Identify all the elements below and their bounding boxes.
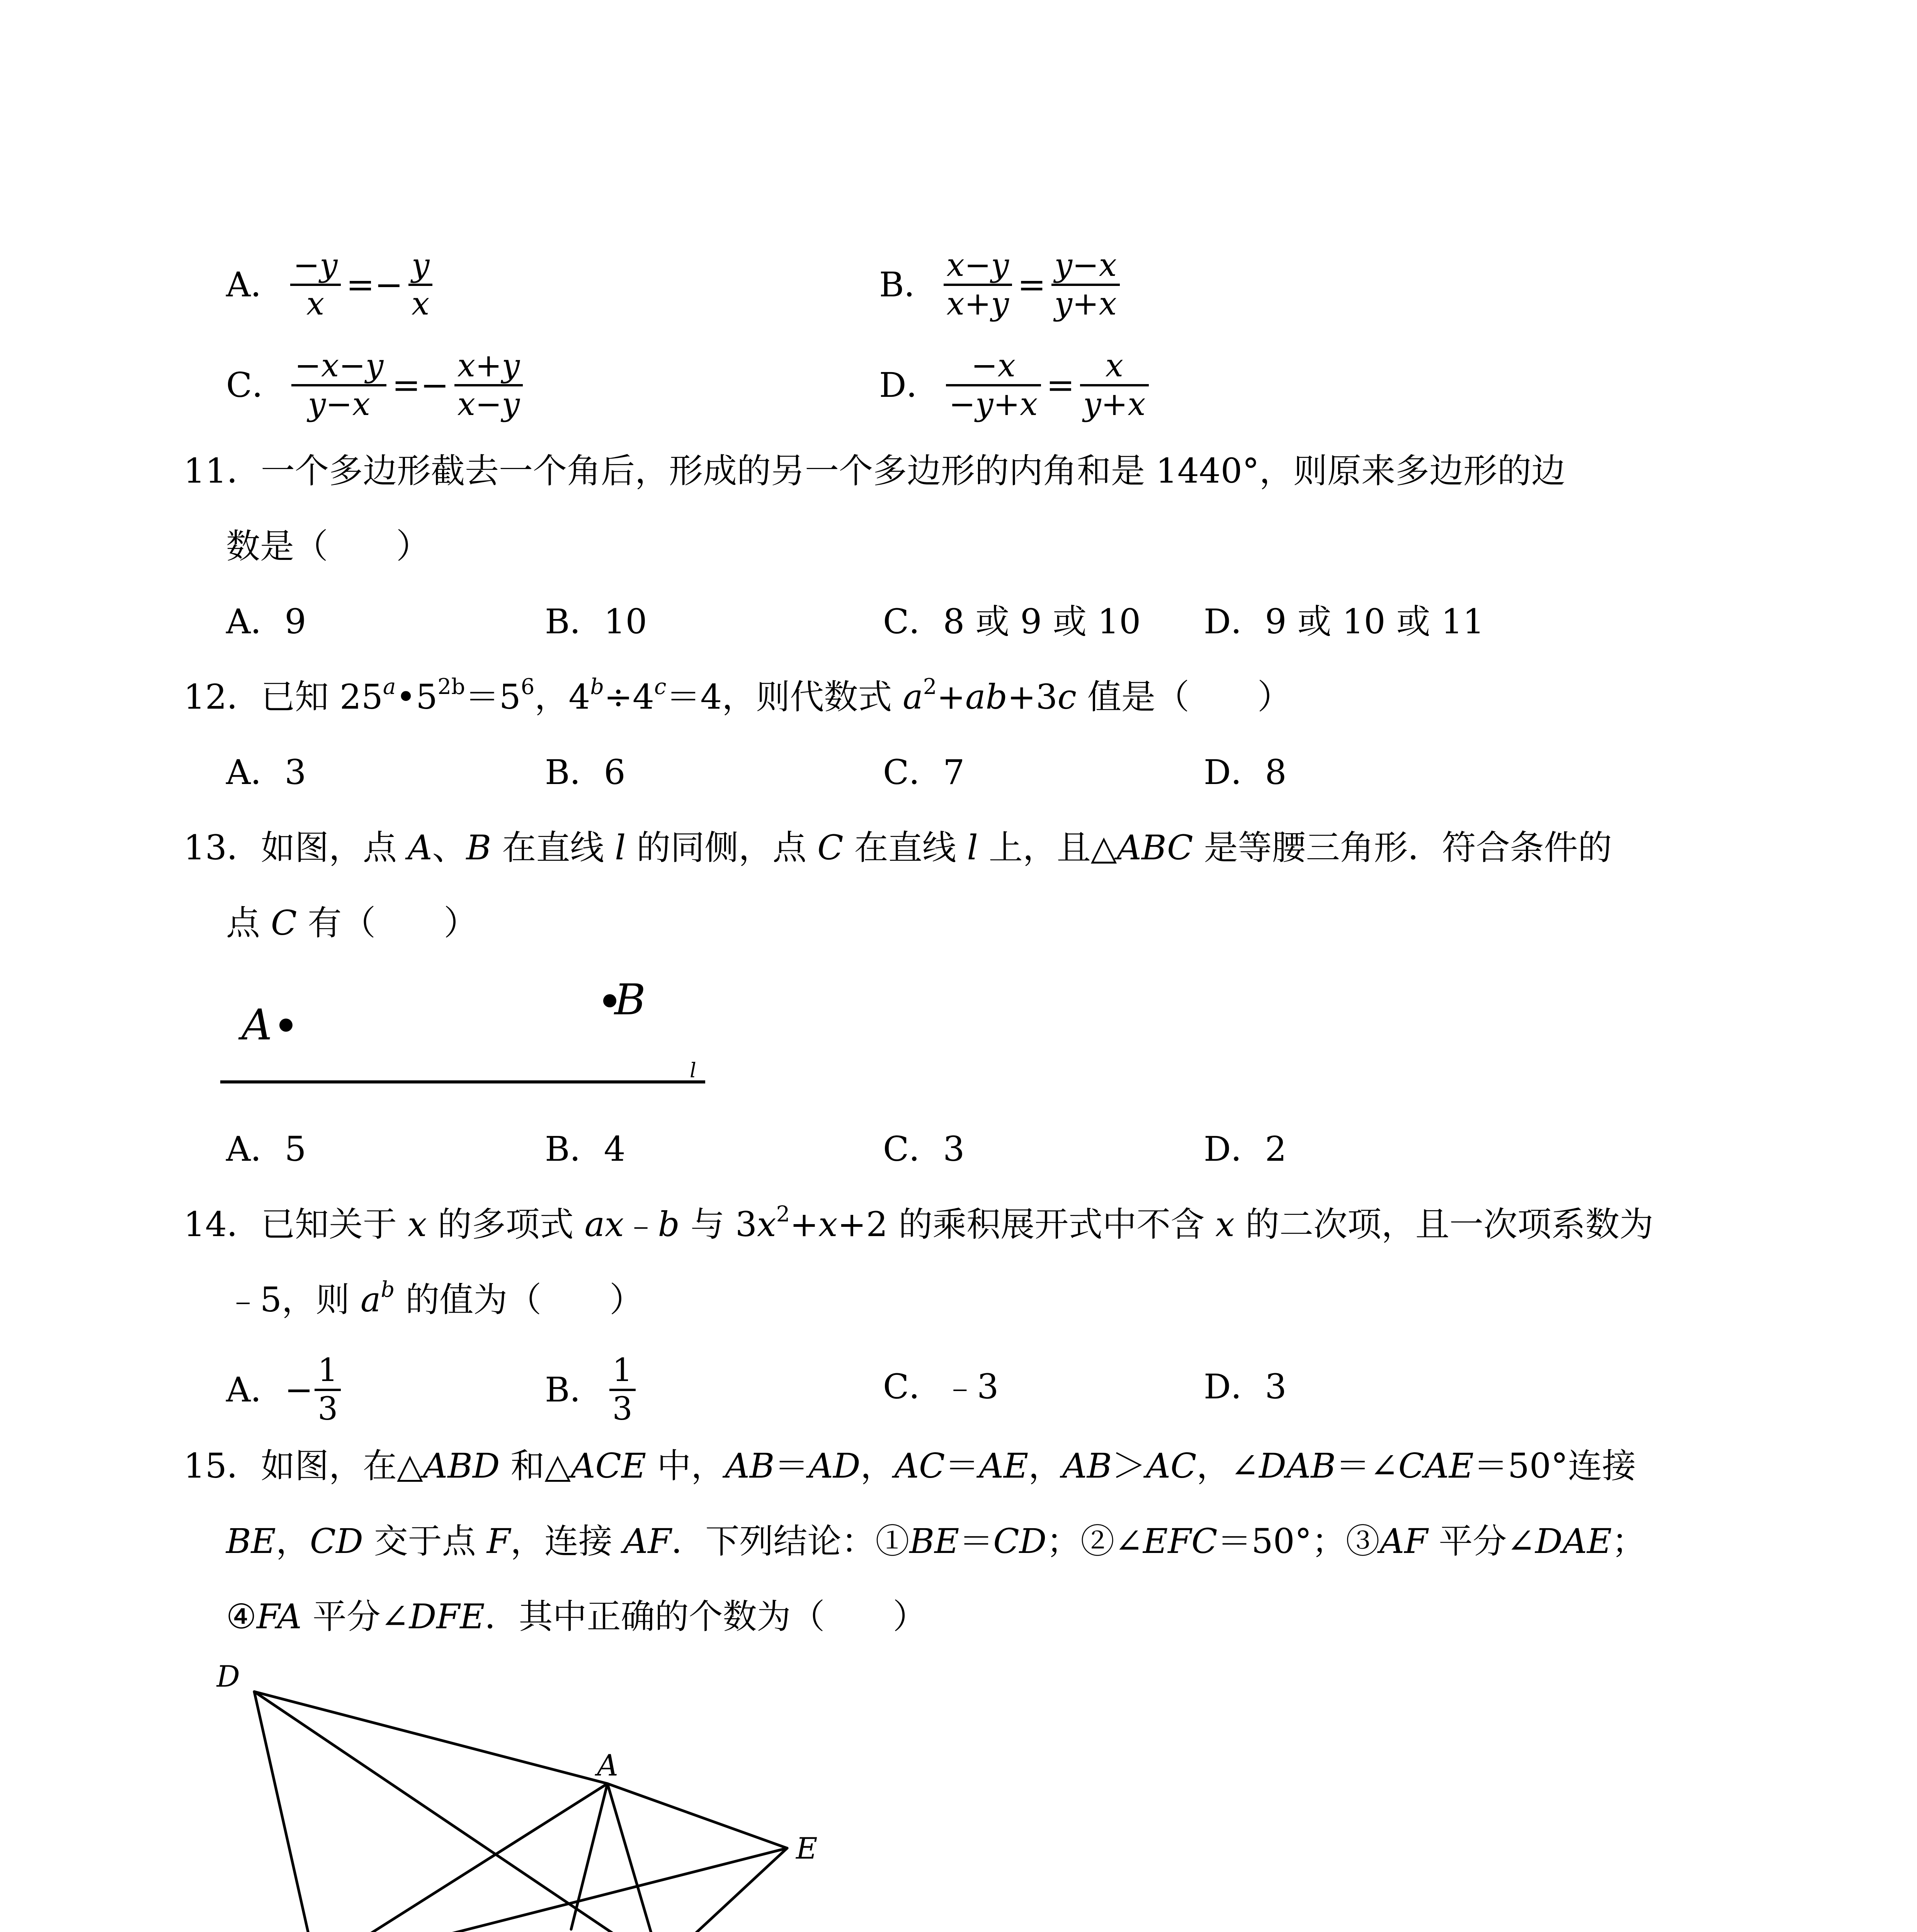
- q15-label-e: E: [796, 1831, 818, 1866]
- q15l1-run: ABD: [423, 1446, 500, 1486]
- q15-line2: [226, 1521, 1646, 1561]
- q12-line1: 12．已知 $25^a•5^{2b}=5^6$，$4^b\div 4^c=4$，则代数式 $a^2+ab+3c$ 值是（ ）: [184, 674, 1291, 717]
- q15l1-run: 中，: [646, 1446, 725, 1486]
- q13-option-b: B．4: [545, 1129, 626, 1169]
- q14-option-c: C．﹣3: [883, 1367, 999, 1406]
- q14-option-b: B． $\frac{1}{3}$: [545, 1352, 641, 1428]
- q12-option-c: C．7: [883, 752, 965, 792]
- q15-line3: [226, 1597, 927, 1636]
- q15-segment-ac: [607, 1784, 661, 1932]
- q11-option-d: D．9 或 10 或 11: [1204, 602, 1485, 641]
- q15-segment-da: [254, 1692, 607, 1784]
- q15l1-run: DAB: [1259, 1446, 1336, 1486]
- q15-segment-ce: [661, 1848, 787, 1932]
- q15-segment-ba: [316, 1784, 607, 1932]
- q12-option-d: D．8: [1204, 752, 1287, 792]
- q11-line2: 数是（ ）: [226, 526, 430, 566]
- q14-option-d: D．3: [1204, 1367, 1287, 1406]
- q15l2-run: BE: [909, 1521, 959, 1561]
- q14-line1: 14．已知关于 x 的多项式 ax﹣b 与 $3x^2+x+2$ 的乘积展开式中不含 x 的二次项，且一次项系数为: [184, 1202, 1653, 1244]
- q12-option-b: B．6: [545, 752, 626, 792]
- q15l1-run: AB: [1062, 1446, 1112, 1486]
- q15-segment-af: [571, 1784, 607, 1929]
- q15-label-d: D: [216, 1659, 240, 1694]
- q15l1-run: ＝50°连接: [1473, 1446, 1636, 1486]
- q13-line1: 13．如图，点 A、B 在直线 l 的同侧，点 C 在直线 l 上，且△ABC 是等腰三角形．符合条件的: [184, 828, 1612, 867]
- q15-segment-ae: [607, 1784, 787, 1848]
- q13-label-b: B: [614, 975, 646, 1024]
- q13-line2: 点 C 有（ ）: [226, 903, 478, 943]
- q15l1-run: ，∠: [1196, 1446, 1259, 1486]
- q15l2-run: DAE: [1535, 1521, 1612, 1561]
- q15l1-run: CAE: [1398, 1446, 1474, 1486]
- q15l2-run: CD: [310, 1521, 363, 1561]
- q11-option-b: B．10: [545, 602, 647, 641]
- q14-option-a: A．− $\frac{1}{3}$: [226, 1352, 346, 1428]
- q13-figure: [216, 966, 719, 1094]
- q15l2-run: AF: [623, 1521, 672, 1561]
- q15l1-run: ，: [860, 1446, 895, 1486]
- q15l2-run: AF: [1379, 1521, 1428, 1561]
- q15l1-run: ，: [1028, 1446, 1063, 1486]
- q15l1-run: 如图，在△: [260, 1446, 423, 1486]
- q15l1-run: ＝∠: [1335, 1446, 1398, 1486]
- q15l1-run: ＞: [1112, 1446, 1146, 1486]
- q15l2-run: 交于点: [363, 1521, 487, 1561]
- q15l2-run: ．下列结论：①: [671, 1521, 910, 1561]
- q15l2-run: 平分∠: [1428, 1521, 1535, 1561]
- q15l2-run: ；: [1612, 1521, 1646, 1561]
- q15l3-run: DFE: [409, 1597, 485, 1636]
- q10-option-a: A． $\frac{-y}{x}$ =− $\frac{y}{x}$: [226, 247, 438, 323]
- q15l1-run: AD: [808, 1446, 861, 1486]
- q13-option-d: D．2: [1204, 1129, 1287, 1169]
- q15l2-run: F: [486, 1521, 510, 1561]
- q15l1-run: ＝: [774, 1446, 809, 1486]
- q13-option-a: A．5: [226, 1129, 306, 1169]
- q15l2-run: ；②∠: [1046, 1521, 1143, 1561]
- q15l3-run: FA: [256, 1597, 302, 1636]
- q15-label-a: A: [597, 1748, 618, 1782]
- q15l1-run: ACE: [571, 1446, 646, 1486]
- q11-option-c: C．8 或 9 或 10: [883, 602, 1141, 641]
- q15l2-run: ＝: [959, 1521, 993, 1561]
- q15l1-run: AC: [894, 1446, 945, 1486]
- q15l1-run: 和△: [500, 1446, 571, 1486]
- q15l1-run: AE: [979, 1446, 1029, 1486]
- q15l1-run: AC: [1146, 1446, 1197, 1486]
- q15l2-run: CD: [993, 1521, 1047, 1561]
- q11-line1: 11．一个多边形截去一个角后，形成的另一个多边形的内角和是 1440°，则原来多边形的边: [184, 451, 1565, 491]
- q14-line2: ﹣5，则 $a^b$ 的值为（ ）: [226, 1277, 644, 1320]
- q10-option-b: B． $\frac{x-y}{x+y}$ = $\frac{y-x}{y+x}$: [879, 247, 1125, 323]
- q15-line1: 15．如图，在△ABD 和△ACE 中，AB＝AD，AC＝AE，AB＞AC，∠DAB＝∠CAE＝50°连接: [184, 1446, 1636, 1486]
- q15l3-run: 平分∠: [301, 1597, 409, 1636]
- q15l2-run: ，: [276, 1521, 310, 1561]
- q15l2-run: BE: [226, 1521, 276, 1561]
- q15-segment-be: [316, 1848, 787, 1932]
- q15-figure: [216, 1658, 873, 1932]
- q15l3-run: ④: [226, 1597, 257, 1636]
- q15l1-run: AB: [725, 1446, 775, 1486]
- q15l2-run: ，连接: [510, 1521, 623, 1561]
- q10-option-d: D． $\frac{-x}{-y+x}$ = $\frac{x}{y+x}$: [879, 348, 1154, 423]
- q10-option-c: C． $\frac{-x-y}{y-x}$ =− $\frac{x+y}{x-y}$: [226, 348, 528, 423]
- q15l1-run: ＝: [945, 1446, 979, 1486]
- q13-point-a: [279, 1019, 293, 1032]
- q13-label-a: A: [242, 1000, 272, 1049]
- q15l3-run: ．其中正确的个数为（ ）: [485, 1597, 927, 1636]
- q15l2-run: EFC: [1143, 1521, 1218, 1561]
- q11-option-a: A．9: [226, 602, 306, 641]
- q12-option-a: A．3: [226, 752, 306, 792]
- q13-label-l: l: [690, 1059, 696, 1082]
- q13-option-c: C．3: [883, 1129, 965, 1169]
- q15l2-run: ＝50°；③: [1217, 1521, 1380, 1561]
